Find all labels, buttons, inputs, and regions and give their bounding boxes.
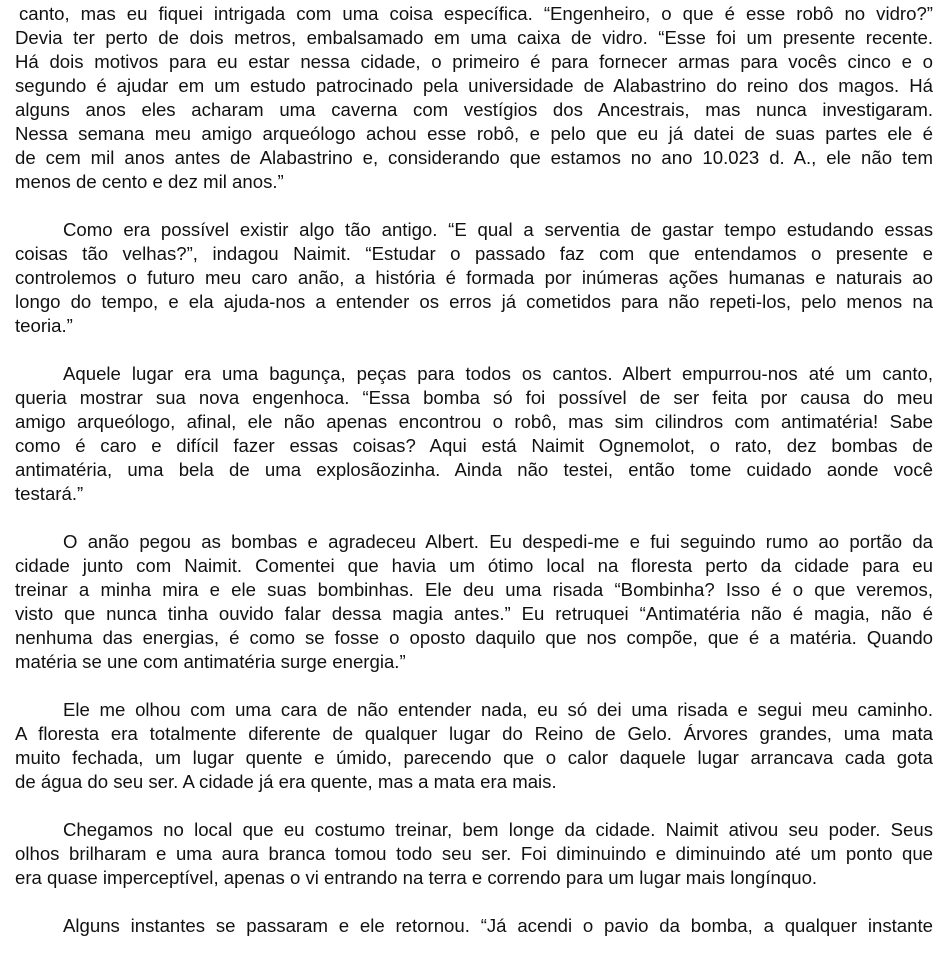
text-line: olhos brilharam e uma aura branca tomou todo seu ser. Foi diminuindo e diminuindo até um ponto que [15, 843, 933, 864]
text-line: queria mostrar sua nova engenhoca. “Essa bomba só foi possível de ser feita por causa do meu [15, 387, 933, 408]
text-line: Nessa semana meu amigo arqueólogo achou esse robô, e pelo que eu já datei de suas partes ele é [15, 123, 933, 144]
text-line: coisas tão velhas?”, indagou Naimit. “Estudar o passado faz com que entendamos o presente e [15, 243, 933, 264]
text-line: controlemos o futuro meu caro anão, a história é formada por inúmeras ações humanas e naturais ao [15, 267, 933, 288]
paragraph-6 [15, 818, 933, 890]
text-line: como é caro e difícil fazer essas coisas? Aqui está Naimit Ognemolot, o rato, dez bombas de [15, 435, 933, 456]
document-page [15, 2, 933, 962]
text-line: nenhuma das energias, é como se fosse o oposto daquilo que nos compõe, que é a matéria. Quando [15, 627, 933, 648]
paragraph-7 [15, 914, 933, 938]
text-line: canto, mas eu fiquei intrigada com uma coisa específica. “Engenheiro, o que é esse robô no vidro?” [19, 3, 933, 24]
text-line: Há dois motivos para eu estar nessa cidade, o primeiro é para fornecer armas para vocês cinco e o [15, 51, 933, 72]
text-line: testará.” [15, 483, 84, 504]
text-line: O anão pegou as bombas e agradeceu Albert. Eu despedi-me e fui seguindo rumo ao portão da [63, 531, 933, 552]
text-line: muito fechada, um lugar quente e úmido, parecendo que o calor daquele lugar arrancava cada gota [15, 747, 933, 768]
text-line: matéria se une com antimatéria surge energia.” [15, 651, 406, 672]
paragraph-3 [15, 362, 933, 506]
text-line: longo do tempo, e ela ajuda-nos a entender os erros já cometidos para não repeti-los, pelo menos na [15, 291, 933, 312]
text-line: treinar a minha mira e ele suas bombinhas. Ele deu uma risada “Bombinha? Isso é o que veremos, [15, 579, 933, 600]
paragraph-4 [15, 530, 933, 674]
text-line: Alguns instantes se passaram e ele retornou. “Já acendi o pavio da bomba, a qualquer instante [63, 915, 933, 936]
text-line: visto que nunca tinha ouvido falar dessa magia antes.” Eu retruquei “Antimatéria não é magia, não é [15, 603, 933, 624]
text-line: era quase imperceptível, apenas o vi entrando na terra e correndo para um lugar mais longínquo. [15, 867, 818, 888]
text-line: alguns anos eles acharam uma caverna com vestígios dos Ancestrais, mas nunca investigaram. [15, 99, 933, 120]
text-line: antimatéria, uma bela de uma explosãozinha. Ainda não testei, então tome cuidado aonde você [15, 459, 933, 480]
text-line: cidade junto com Naimit. Comentei que havia um ótimo local na floresta perto da cidade para eu [15, 555, 933, 576]
paragraph-5 [15, 698, 933, 794]
paragraph-2 [15, 218, 933, 338]
text-line: Como era possível existir algo tão antigo. “E qual a serventia de gastar tempo estudando essas [63, 219, 933, 240]
text-line: Ele me olhou com uma cara de não entender nada, eu só dei uma risada e segui meu caminho. [63, 699, 933, 720]
text-line: de água do seu ser. A cidade já era quente, mas a mata era mais. [15, 771, 557, 792]
text-line: Devia ter perto de dois metros, embalsamado em uma caixa de vidro. “Esse foi um presente recente. [15, 27, 933, 48]
text-line: menos de cento e dez mil anos.” [15, 171, 284, 192]
text-line: teoria.” [15, 315, 73, 336]
text-line: Chegamos no local que eu costumo treinar, bem longe da cidade. Naimit ativou seu poder. Seus [63, 819, 933, 840]
text-line: Aquele lugar era uma bagunça, peças para todos os cantos. Albert empurrou-nos até um canto, [63, 363, 933, 384]
text-line: A floresta era totalmente diferente de qualquer lugar do Reino de Gelo. Árvores grandes, uma mata [15, 723, 933, 744]
paragraph-1 [15, 2, 933, 194]
text-line: de cem mil anos antes de Alabastrino e, considerando que estamos no ano 10.023 d. A., ele não tem [15, 147, 933, 168]
text-line: amigo arqueólogo, afinal, ele não apenas encontrou o robô, mas sim cilindros com antimatéria! Sabe [15, 411, 933, 432]
text-line: segundo é ajudar em um estudo patrocinado pela universidade de Alabastrino do reino dos magos. Há [15, 75, 933, 96]
